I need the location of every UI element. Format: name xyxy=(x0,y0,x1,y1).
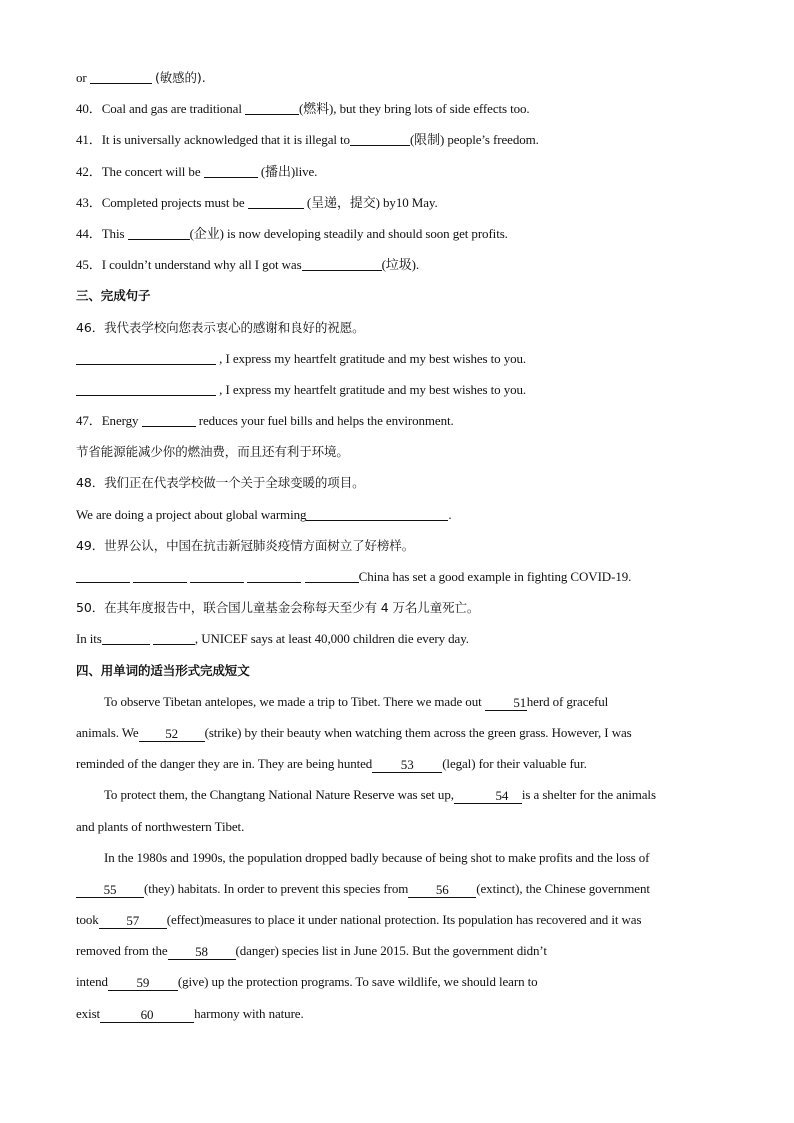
item-50-prompt: 50．在其年度报告中，联合国儿童基金会称每天至少有 4 万名儿童死亡。 xyxy=(76,600,480,616)
item-45: 45．I couldn’t understand why all I got was (垃圾). xyxy=(76,257,419,273)
passage-line: 55 (they) habitats. In order to prevent this species from 56 (extinct), the Chinese government xyxy=(76,873,716,904)
passage-line: animals. We 52 (strike) by their beauty when watching them across the green grass. However, I was xyxy=(76,724,632,741)
item-50: In its , UNICEF says at least 40,000 children die every day. xyxy=(76,631,469,647)
passage-line: and plants of northwestern Tibet. xyxy=(76,818,245,834)
numbered-blank[interactable]: 53 xyxy=(372,758,442,773)
passage-line: To protect them, the Changtang National Nature Reserve was set up, 54 is a shelter for the animals xyxy=(104,787,656,804)
answer-blank[interactable] xyxy=(142,412,196,427)
answer-blank[interactable] xyxy=(90,69,152,84)
item-46-line-b: , I express my heartfelt gratitude and my best wishes to you. xyxy=(76,374,716,405)
item-46-prompt: 46．我代表学校向您表示衷心的感谢和良好的祝愿。 xyxy=(76,319,365,335)
answer-blank[interactable] xyxy=(350,131,410,146)
item-43: 43．Completed projects must be (呈递，提交) by10 May. xyxy=(76,194,438,210)
item-40: 40．Coal and gas are traditional (燃料), but they bring lots of side effects too. xyxy=(76,101,530,117)
item-49: China has set a good example in fighting COVID-19. xyxy=(76,561,716,592)
passage-line: took 57 (effect)measures to place it under national protection. Its population has recovered and it was xyxy=(76,912,642,929)
answer-blank[interactable] xyxy=(245,100,299,115)
passage-line: exist 60 harmony with nature. xyxy=(76,1005,304,1022)
passage-line: In the 1980s and 1990s, the population dropped badly because of being shot to make profits and the loss of xyxy=(104,849,650,865)
answer-blank[interactable] xyxy=(204,163,258,178)
item-49-prompt: 49．世界公认，中国在抗击新冠肺炎疫情方面树立了好榜样。 xyxy=(76,537,415,553)
answer-blank[interactable] xyxy=(128,225,190,240)
item-46-line-a: , I express my heartfelt gratitude and my best wishes to you. xyxy=(76,343,716,374)
numbered-blank[interactable]: 55 xyxy=(76,883,144,898)
item-48: We are doing a project about global warming . xyxy=(76,506,452,522)
section-heading-3: 三、完成句子 xyxy=(76,288,151,304)
answer-blank[interactable] xyxy=(76,350,216,365)
passage-line: To observe Tibetan antelopes, we made a trip to Tibet. There we made out 51herd of graceful xyxy=(104,693,609,710)
numbered-blank[interactable]: 54 xyxy=(454,789,522,804)
numbered-blank[interactable]: 58 xyxy=(168,945,236,960)
item-42: 42．The concert will be (播出)live. xyxy=(76,163,318,179)
answer-blank[interactable] xyxy=(76,568,130,583)
numbered-blank[interactable]: 59 xyxy=(108,976,178,991)
answer-blank[interactable] xyxy=(153,630,195,645)
numbered-blank[interactable]: 52 xyxy=(139,727,205,742)
item-47: 47．Energy reduces your fuel bills and helps the environment. xyxy=(76,413,454,429)
answer-blank[interactable] xyxy=(248,194,304,209)
answer-blank[interactable] xyxy=(305,568,359,583)
answer-blank[interactable] xyxy=(247,568,301,583)
passage-line: intend 59 (give) up the protection programs. To save wildlife, we should learn to xyxy=(76,974,538,991)
passage-line: reminded of the danger they are in. They are being hunted 53 (legal) for their valuable fur. xyxy=(76,756,587,773)
numbered-blank[interactable]: 60 xyxy=(100,1008,194,1023)
answer-blank[interactable] xyxy=(76,381,216,396)
section-heading-4: 四、用单词的适当形式完成短文 xyxy=(76,662,250,678)
passage-line: removed from the 58 (danger) species list in June 2015. But the government didn’t xyxy=(76,943,547,960)
worksheet-page xyxy=(76,62,716,1029)
item-47-translation: 节省能源能减少你的燃油费，而且还有利于环境。 xyxy=(76,444,349,460)
answer-blank[interactable] xyxy=(302,256,382,271)
answer-blank[interactable] xyxy=(306,506,448,521)
answer-blank[interactable] xyxy=(102,630,150,645)
answer-blank[interactable] xyxy=(133,568,187,583)
numbered-blank[interactable]: 51 xyxy=(485,696,527,711)
numbered-blank[interactable]: 57 xyxy=(99,914,167,929)
item-41: 41．It is universally acknowledged that it is illegal to (限制) people’s freedom. xyxy=(76,132,539,148)
answer-blank[interactable] xyxy=(190,568,244,583)
item-48-prompt: 48．我们正在代表学校做一个关于全球变暖的项目。 xyxy=(76,475,365,491)
numbered-blank[interactable]: 56 xyxy=(408,883,476,898)
item-39-tail: or (敏感的). xyxy=(76,70,206,85)
item-44: 44．This (企业) is now developing steadily and should soon get profits. xyxy=(76,225,508,241)
